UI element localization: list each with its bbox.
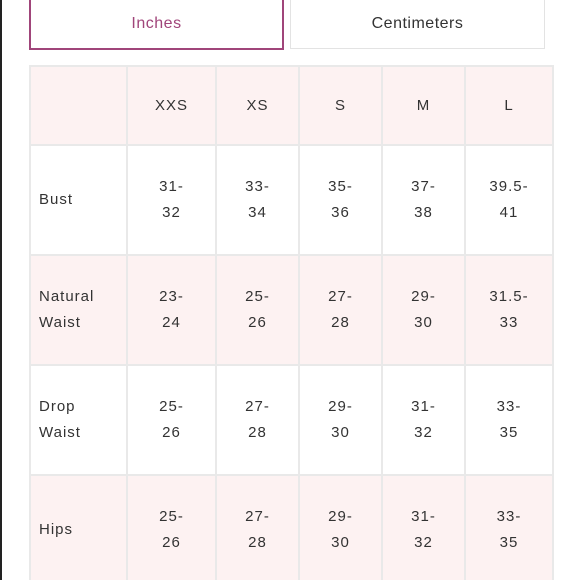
measurement-cell: 25- 26 <box>127 365 216 475</box>
measurement-cell: 25- 26 <box>127 475 216 580</box>
measurement-cell: 33- 35 <box>465 365 553 475</box>
measurement-cell: 25- 26 <box>216 255 299 365</box>
row-label-hips: Hips <box>30 475 127 580</box>
row-label-drop-waist: Drop Waist <box>30 365 127 475</box>
measurement-cell: 37- 38 <box>382 145 465 255</box>
table-row <box>30 365 553 475</box>
measurement-cell: 33- 35 <box>465 475 553 580</box>
measurement-cell: 27- 28 <box>216 475 299 580</box>
measurement-cell: 31- 32 <box>382 365 465 475</box>
measurement-cell: 29- 30 <box>299 365 382 475</box>
row-label-bust: Bust <box>30 145 127 255</box>
measurement-cell: 29- 30 <box>382 255 465 365</box>
table-row <box>30 475 553 580</box>
size-header-m: M <box>382 66 465 145</box>
measurement-cell: 27- 28 <box>216 365 299 475</box>
inches-toggle-label: Inches <box>131 15 182 32</box>
measurement-cell: 33- 34 <box>216 145 299 255</box>
size-header-row <box>30 66 553 145</box>
size-chart-table <box>29 65 554 580</box>
measurement-cell: 31- 32 <box>382 475 465 580</box>
inches-toggle-button[interactable] <box>29 0 284 50</box>
measurement-cell: 35- 36 <box>299 145 382 255</box>
centimeters-toggle-label: Centimeters <box>371 15 464 32</box>
row-label-natural-waist: Natural Waist <box>30 255 127 365</box>
measurement-cell: 29- 30 <box>299 475 382 580</box>
measurement-cell: 31.5- 33 <box>465 255 553 365</box>
size-header-l: L <box>465 66 553 145</box>
measurement-cell: 23- 24 <box>127 255 216 365</box>
table-row <box>30 255 553 365</box>
centimeters-toggle-button[interactable] <box>290 0 545 49</box>
size-header-xs: XS <box>216 66 299 145</box>
measurement-cell: 31- 32 <box>127 145 216 255</box>
corner-cell <box>30 66 127 145</box>
size-header-xxs: XXS <box>127 66 216 145</box>
table-row <box>30 145 553 255</box>
measurement-cell: 27- 28 <box>299 255 382 365</box>
left-edge-divider <box>0 0 2 580</box>
size-header-s: S <box>299 66 382 145</box>
measurement-cell: 39.5- 41 <box>465 145 553 255</box>
